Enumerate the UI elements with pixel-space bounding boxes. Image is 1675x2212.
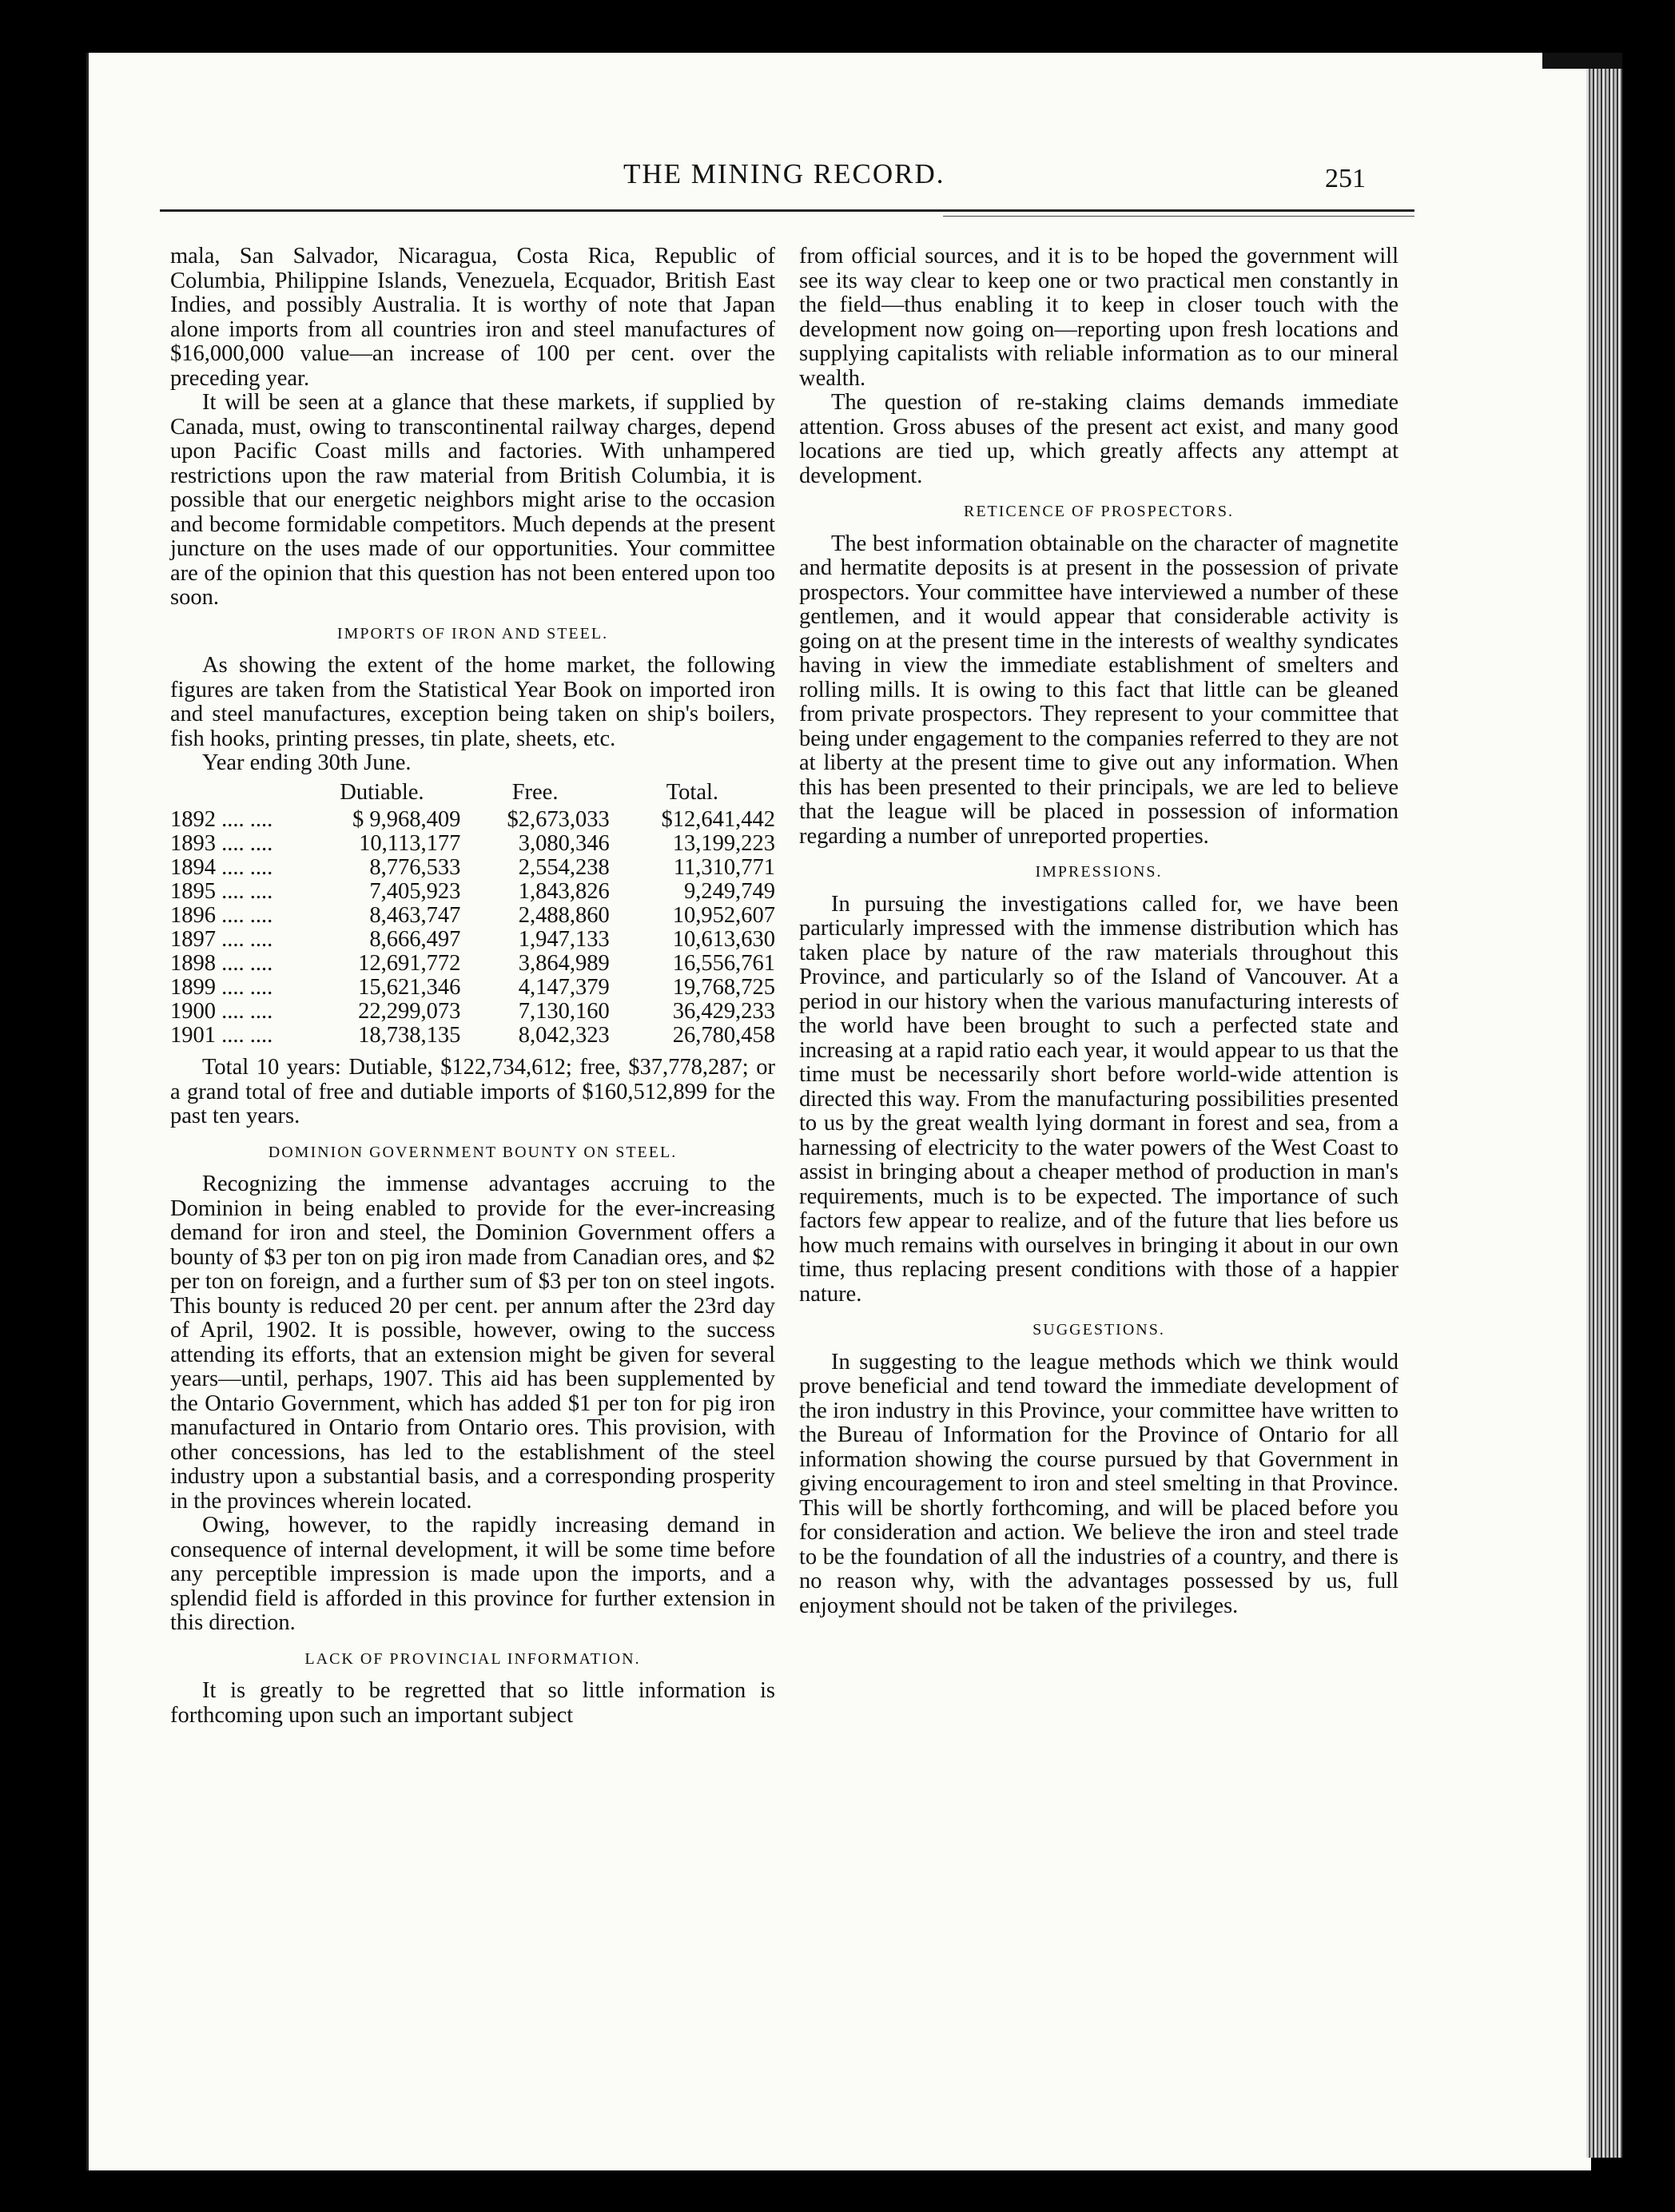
table-cell-dutiable: 8,776,533 xyxy=(369,855,461,880)
table-header-cell: Total. xyxy=(666,779,719,805)
table-cell-free: 4,147,379 xyxy=(518,975,610,1000)
table-cell-total: 13,199,223 xyxy=(672,831,775,856)
paragraph: In pursuing the investigations called for, we have been particularly impressed with the immense distribution which has taken place by nature of the raw materials throughout this Province, and particularly so of the Island of Vancouver. At a period in our history when the various manufacturing interests of the world have been brought to such a perfected state and increasing at a rapid ratio each year, it would appear to us that the time must be necessarily short before world-wide attention is directed this way. From the manufacturing possibilities presented to us by the great wealth lying dormant in forest and sea, from a harnessing of electricity to the water powers of the West Coast to assist in bringing about a cheaper method of production in man's requirements, much is to be expected. The importance of such factors few appear to realize, and of the future that lies before us how much remains with ourselves in bringing it about in our own time, thus replacing present conditions with those of a happier nature. xyxy=(799,891,1398,1307)
table-cell-dutiable: 22,299,073 xyxy=(358,999,461,1024)
book-edge-shadow xyxy=(1542,53,1622,69)
paragraph: It will be seen at a glance that these markets, if supplied by Canada, must, owing to transcontinental railway charges, depend upon Pacific Coast mills and factories. With unhampered restrictions upon the raw material from British Columbia, it is possible that our energetic neighbors might arise to the occasion and become formidable competitors. Much depends at the present juncture on the uses made of our opportunities. Your committee are of the opinion that this question has not been entered upon too soon. xyxy=(170,390,775,610)
table-cell-year: 1896 .... .... xyxy=(170,903,273,928)
table-cell-year: 1900 .... .... xyxy=(170,999,273,1024)
table-cell-total: 10,952,607 xyxy=(672,903,775,928)
table-cell-free: 2,488,860 xyxy=(518,903,610,928)
table-cell-free: 2,554,238 xyxy=(518,855,610,880)
table-cell-free: 3,864,989 xyxy=(518,951,610,976)
section-heading-suggestions: SUGGESTIONS. xyxy=(1032,1321,1165,1339)
table-header-cell: Free. xyxy=(511,779,559,805)
table-row xyxy=(170,808,775,832)
table-cell-dutiable: 15,621,346 xyxy=(358,975,461,1000)
table-row xyxy=(170,904,775,928)
page-number: 251 xyxy=(1325,164,1366,193)
imports-table xyxy=(170,781,775,1048)
table-cell-dutiable: 10,113,177 xyxy=(359,831,461,856)
table-cell-year: 1897 .... .... xyxy=(170,927,273,952)
section-heading-impressions: IMPRESSIONS. xyxy=(1035,863,1163,881)
table-cell-free: $2,673,033 xyxy=(507,807,610,832)
table-cell-total: 16,556,761 xyxy=(672,951,775,976)
table-row xyxy=(170,976,775,1000)
running-head-title: THE MINING RECORD. xyxy=(623,158,945,189)
table-cell-year: 1894 .... .... xyxy=(170,855,273,880)
paragraph: Total 10 years: Dutiable, $122,734,612; free, $37,778,287; or a grand total of free and dutiable imports of $160,512,899 for the past ten years. xyxy=(170,1055,775,1128)
table-row xyxy=(170,1000,775,1024)
table-cell-free: 3,080,346 xyxy=(518,831,610,856)
table-header-row xyxy=(170,781,775,809)
paragraph: In suggesting to the league methods which we think would prove beneficial and tend toward the immediate development of the iron industry in this Province, your committee have written to the Bureau of Information for the Province of Ontario for all information showing the course pursued by that Government in giving encouragement to iron and steel smelting in that Province. This will be shortly forthcoming, and will be placed before you for consideration and action. We believe the iron and steel trade to be the foundation of all the industries of a country, and there is no reason why, with the advantages possessed by us, full enjoyment should not be taken of the privileges. xyxy=(799,1349,1398,1618)
table-cell-total: 26,780,458 xyxy=(672,1023,775,1048)
table-row xyxy=(170,928,775,952)
paragraph: The best information obtainable on the character of magnetite and hermatite deposits is at present in the possession of private prospectors. Your committee have interviewed a number of these gentlemen, and it would appear that considerable activity is going on at the present time in the interests of wealthy syndicates having in view the immediate establishment of smelters and rolling mills. It is owing to this fact that little can be gleaned from private prospectors. They represent to your committee that being under engagement to the companies referred to they are not at liberty at the present time to give out any information. When this has been presented to their principals, we are led to believe that the league will be placed in possession of information regarding a number of unreported properties. xyxy=(799,531,1398,849)
table-cell-total: 11,310,771 xyxy=(673,855,775,880)
table-cell-year: 1901 .... .... xyxy=(170,1023,273,1048)
table-cell-free: 1,843,826 xyxy=(518,879,610,904)
right-column xyxy=(799,245,1398,1618)
table-row xyxy=(170,832,775,856)
table-cell-dutiable: 8,463,747 xyxy=(369,903,461,928)
table-header-cell: Dutiable. xyxy=(340,779,424,805)
table-cell-year: 1893 .... .... xyxy=(170,831,273,856)
table-cell-dutiable: $ 9,968,409 xyxy=(352,807,461,832)
table-cell-dutiable: 8,666,497 xyxy=(369,927,461,952)
table-cell-free: 1,947,133 xyxy=(518,927,610,952)
paragraph: mala, San Salvador, Nicaragua, Costa Rica, Republic of Columbia, Philippine Islands, Venezuela, Ecquador, British East Indies, and possibly Australia. It is worthy of note that Japan alone imports from all countries iron and steel manufactures of $16,000,000 value—an increase of 100 per cent. over the preceding year. xyxy=(170,244,775,391)
section-heading-reticence: RETICENCE OF PROSPECTORS. xyxy=(963,503,1235,520)
book-page-edges xyxy=(1586,64,1622,2158)
table-header-cell xyxy=(170,781,304,809)
table-row xyxy=(170,880,775,904)
section-heading-lack-of-information: LACK OF PROVINCIAL INFORMATION. xyxy=(304,1649,641,1668)
table-cell-free: 8,042,323 xyxy=(518,1023,610,1048)
paragraph: from official sources, and it is to be hoped the government will see its way clear to keep one or two practical men constantly in the field—thus enabling it to keep in closer touch with the development now going on—reporting upon fresh locations and supplying capitalists with reliable information as to our mineral wealth. xyxy=(799,244,1398,391)
paragraph: Owing, however, to the rapidly increasing demand in consequence of internal development, it will be some time before any perceptible impression is made upon the imports, and a splendid field is afforded in this province for further extension in this direction. xyxy=(170,1513,775,1635)
table-row xyxy=(170,952,775,976)
left-column xyxy=(170,245,775,1728)
table-cell-year: 1898 .... .... xyxy=(170,951,273,976)
paragraph: The question of re-staking claims demands immediate attention. Gross abuses of the present act exist, and many good locations are tied up, which greatly affects any attempt at development. xyxy=(799,390,1398,488)
table-row xyxy=(170,1024,775,1048)
table-caption: Year ending 30th June. xyxy=(202,750,412,775)
table-cell-free: 7,130,160 xyxy=(518,999,610,1024)
paragraph: As showing the extent of the home market, the following figures are taken from the Statistical Year Book on imported iron and steel manufactures, exception being taken on ship's boilers, fish hooks, printing presses, tin plate, sheets, etc. xyxy=(170,653,775,751)
table-cell-total: 19,768,725 xyxy=(672,975,775,1000)
table-cell-total: 9,249,749 xyxy=(684,879,775,904)
table-row xyxy=(170,856,775,880)
table-cell-dutiable: 7,405,923 xyxy=(369,879,461,904)
section-heading-imports: IMPORTS OF IRON AND STEEL. xyxy=(336,624,609,643)
header-rule-secondary xyxy=(943,216,1414,217)
paragraph: Recognizing the immense advantages accruing to the Dominion in being enabled to provide for the ever-increasing demand for iron and steel, the Dominion Government offers a bounty of $3 per ton on pig iron made from Canadian ores, and $2 per ton on foreign, and a further sum of $3 per ton on steel ingots. This bounty is reduced 20 per cent. per annum after the 23rd day of April, 1902. It is possible, however, owing to the success attending its efforts, that an extension might be given for several years—until, perhaps, 1907. This aid has been supplemented by the Ontario Government, which has added $1 per ton for pig iron manufactured in Ontario from Ontario ores. This provision, with other concessions, has led to the establishment of the steel industry upon a substantial basis, and a corresponding prosperity in the provinces wherein located. xyxy=(170,1172,775,1514)
table-cell-year: 1895 .... .... xyxy=(170,879,273,904)
table-cell-year: 1899 .... .... xyxy=(170,975,273,1000)
table-cell-year: 1892 .... .... xyxy=(170,807,273,832)
table-cell-total: 36,429,233 xyxy=(672,999,775,1024)
header-rule xyxy=(160,209,1414,212)
table-cell-total: 10,613,630 xyxy=(672,927,775,952)
table-cell-dutiable: 18,738,135 xyxy=(358,1023,461,1048)
table-cell-total: $12,641,442 xyxy=(661,807,775,832)
section-heading-bounty: DOMINION GOVERNMENT BOUNTY ON STEEL. xyxy=(268,1143,678,1161)
table-cell-dutiable: 12,691,772 xyxy=(358,951,461,976)
paragraph: It is greatly to be regretted that so little information is forthcoming upon such an important subject xyxy=(170,1678,775,1728)
